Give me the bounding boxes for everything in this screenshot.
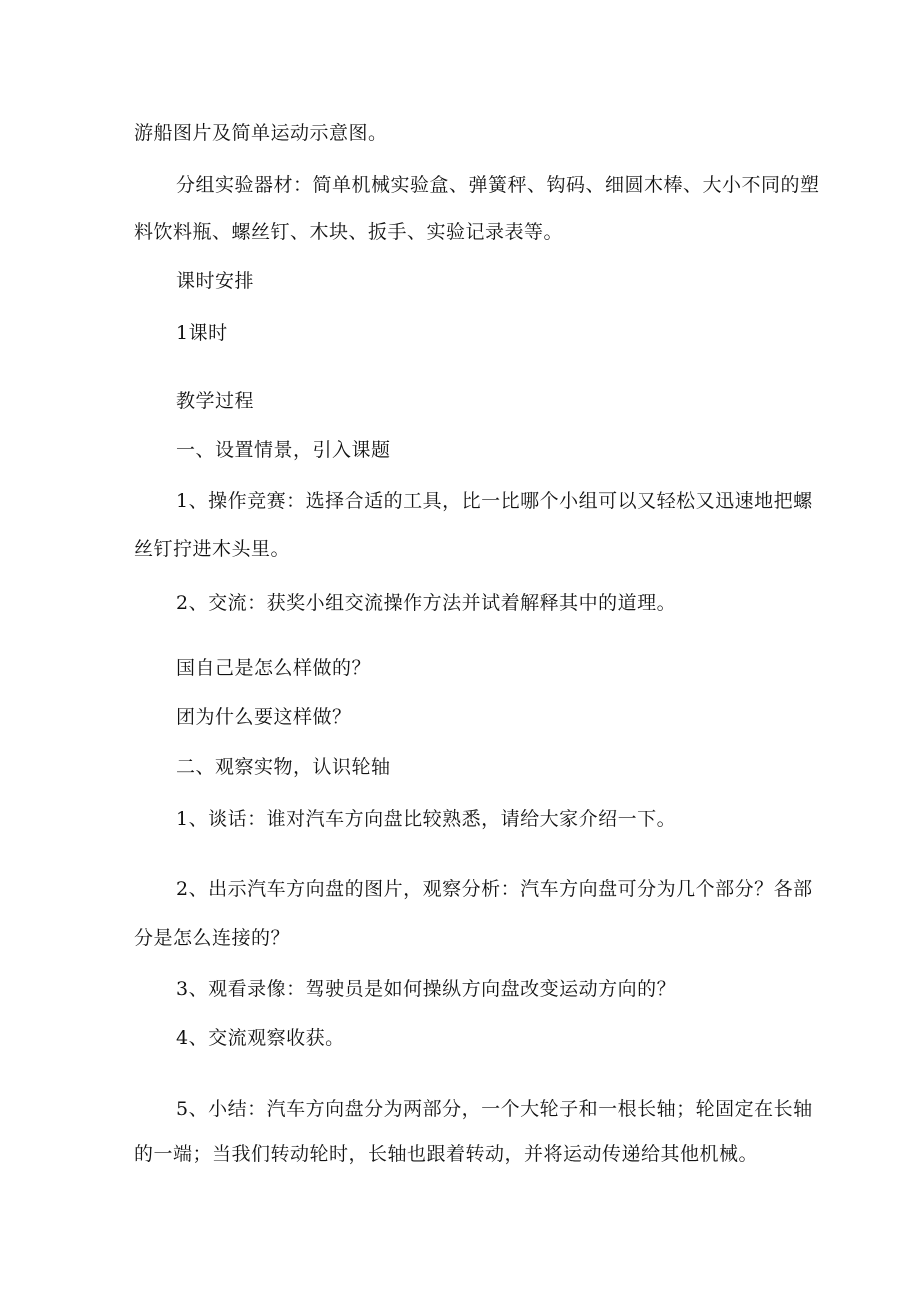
paragraph-line: 1课时 xyxy=(176,322,228,344)
paragraph-line: 料饮料瓶、螺丝钉、木块、扳手、实验记录表等。 xyxy=(134,221,564,243)
paragraph-line: 的一端；当我们转动轮时，长轴也跟着转动，并将运动传递给其他机械。 xyxy=(134,1143,759,1165)
paragraph-line: 分组实验器材：简单机械实验盒、弹簧秤、钩码、细圆木棒、大小不同的塑 xyxy=(176,174,820,196)
paragraph-line: 团为什么要这样做？ xyxy=(176,706,352,728)
paragraph-line: 2、交流：获奖小组交流操作方法并试着解释其中的道理。 xyxy=(176,592,677,614)
paragraph-line: 3、观看录像：驾驶员是如何操纵方向盘改变运动方向的？ xyxy=(176,978,677,1000)
paragraph-line: 4、交流观察收获。 xyxy=(176,1027,345,1049)
section-heading: 教学过程 xyxy=(176,390,255,412)
paragraph-line: 5、小结：汽车方向盘分为两部分，一个大轮子和一根长轴；轮固定在长轴 xyxy=(176,1098,813,1120)
paragraph-line: 游船图片及简单运动示意图。 xyxy=(134,122,388,144)
section-heading: 课时安排 xyxy=(176,270,255,292)
paragraph-line: 丝钉拧进木头里。 xyxy=(134,538,291,560)
section-heading: 二、观察实物，认识轮轴 xyxy=(176,756,391,778)
paragraph-line: 1、操作竞赛：选择合适的工具，比一比哪个小组可以又轻松又迅速地把螺 xyxy=(176,490,813,512)
paragraph-line: 2、出示汽车方向盘的图片，观察分析：汽车方向盘可分为几个部分？各部 xyxy=(176,878,813,900)
paragraph-line: 1、谈话：谁对汽车方向盘比较熟悉，请给大家介绍一下。 xyxy=(176,808,677,830)
paragraph-line: 国自己是怎么样做的？ xyxy=(176,657,372,679)
paragraph-line: 分是怎么连接的？ xyxy=(134,927,291,949)
section-heading: 一、设置情景，引入课题 xyxy=(176,439,391,461)
